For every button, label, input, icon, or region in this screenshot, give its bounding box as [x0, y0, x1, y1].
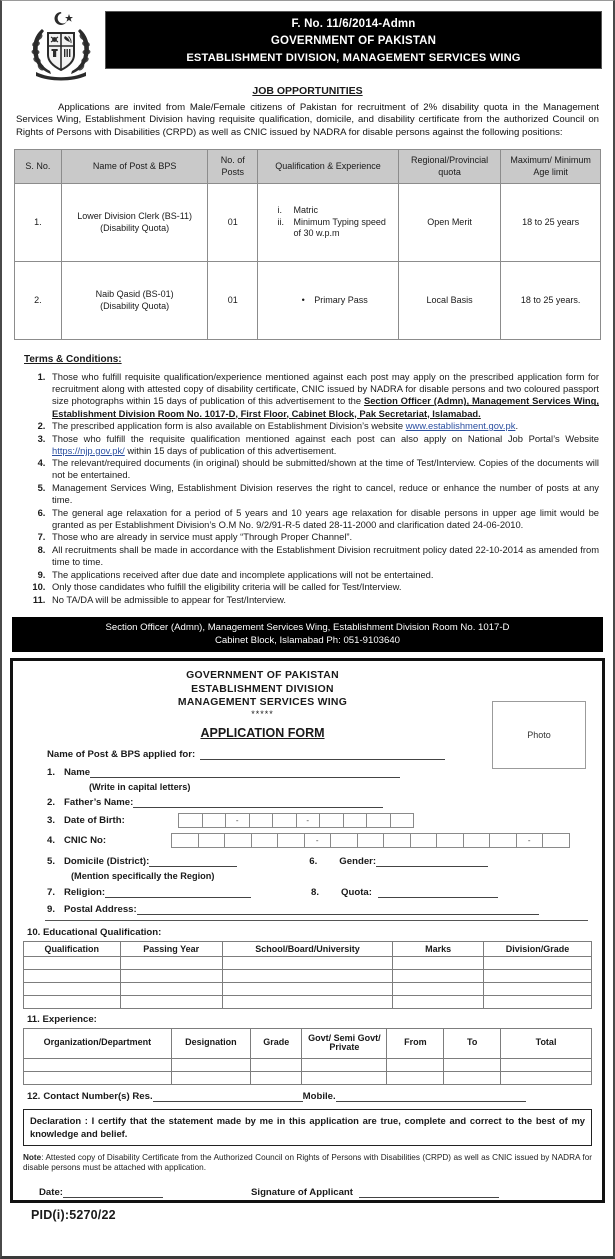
cell-post-name — [61, 184, 208, 262]
col-age-limit: Maximum/ Minimum Age limit — [501, 150, 601, 184]
table-cell[interactable] — [393, 982, 484, 995]
table-cell[interactable] — [24, 956, 121, 969]
dob-digit-cell[interactable] — [272, 813, 297, 828]
contact-label: Contact Number(s) Res. — [43, 1090, 153, 1102]
table-cell[interactable] — [120, 956, 222, 969]
posts-table-body — [15, 184, 601, 340]
terms-text: The relevant/required documents (in original) should be submitted/shown at the time of Test/Interview. Copies of the documents will not be entertained. — [52, 457, 599, 481]
domicile-gender-row — [23, 856, 592, 867]
experience-title: Experience: — [42, 1013, 97, 1025]
photo-placeholder-box — [492, 701, 586, 769]
gender-number: 6. — [309, 855, 318, 867]
cnic-boxes[interactable] — [171, 833, 569, 848]
qualification-item — [277, 217, 388, 240]
cnic-label: CNIC No: — [64, 834, 107, 846]
postal-address-input-line2[interactable] — [45, 920, 588, 921]
terms-item — [48, 420, 599, 432]
table-cell[interactable] — [222, 969, 392, 982]
cell-sno: 2. — [15, 262, 62, 340]
mobile-number-input[interactable] — [336, 1091, 526, 1102]
note-prefix: Note — [23, 1152, 42, 1162]
table-cell[interactable] — [222, 956, 392, 969]
terms-item — [48, 544, 599, 568]
terms-heading: Terms & Conditions: — [24, 354, 122, 366]
dob-digit-cell[interactable] — [202, 813, 227, 828]
division-name: ESTABLISHMENT DIVISION, MANAGEMENT SERVICES WING — [186, 52, 521, 64]
cnic-digit-cell[interactable] — [277, 833, 305, 848]
table-cell[interactable] — [24, 1071, 172, 1084]
dob-label: Date of Birth: — [64, 814, 125, 826]
dob-digit-cell[interactable]: - — [225, 813, 250, 828]
terms-item — [48, 433, 599, 457]
posts-table-header-row — [15, 150, 601, 184]
cnic-digit-cell[interactable] — [383, 833, 411, 848]
column-header: Grade — [251, 1028, 302, 1058]
gender-label: Gender: — [339, 855, 377, 867]
table-cell[interactable] — [444, 1071, 501, 1084]
post-subtitle: (Disability Quota) — [100, 300, 170, 311]
cnic-digit-cell[interactable] — [410, 833, 438, 848]
contact-row — [23, 1091, 592, 1102]
column-header: Designation — [171, 1028, 251, 1058]
cnic-digit-cell[interactable] — [330, 833, 358, 848]
table-cell[interactable] — [393, 956, 484, 969]
table-cell[interactable] — [120, 982, 222, 995]
signature-input[interactable] — [359, 1187, 499, 1198]
dob-digit-cell[interactable] — [366, 813, 391, 828]
dob-digit-cell[interactable] — [390, 813, 415, 828]
qualification-item — [277, 205, 388, 217]
date-input[interactable] — [63, 1187, 163, 1198]
table-cell[interactable] — [251, 1058, 302, 1071]
post-title: Lower Division Clerk (BS-11) — [77, 211, 193, 222]
column-header: Qualification — [24, 941, 121, 956]
column-header: Govt/ Semi Govt/ Private — [302, 1028, 387, 1058]
column-header: To — [444, 1028, 501, 1058]
application-form — [10, 658, 605, 1223]
cnic-digit-cell[interactable] — [357, 833, 385, 848]
cnic-digit-cell[interactable]: - — [304, 833, 332, 848]
table-cell[interactable] — [24, 1058, 172, 1071]
col-sno: S. No. — [15, 150, 62, 184]
form-wing-line: MANAGEMENT SERVICES WING — [177, 697, 348, 708]
declaration-box: Declaration : I certify that the statement made by me in this application are true, complete and correct to the best of my knowledge and belief. — [23, 1109, 592, 1146]
contact-number: 12. — [27, 1090, 41, 1102]
column-header: Marks — [393, 941, 484, 956]
gender-input[interactable] — [376, 856, 488, 867]
col-quota: Regional/Provincial quota — [398, 150, 501, 184]
post-applied-input[interactable] — [200, 749, 445, 760]
quota-number: 8. — [311, 886, 320, 898]
domicile-hint: (Mention specifically the Region) — [71, 870, 215, 881]
job-opportunities-title: JOB OPPORTUNITIES — [252, 85, 363, 97]
table-cell[interactable] — [387, 1071, 444, 1084]
terms-item — [48, 482, 599, 506]
experience-row[interactable] — [24, 1058, 592, 1071]
terms-text: Those who fulfill requisite qualification/experience mentioned against each post may apply on the prescribed application form for recruitment along with attested copy of disability certificate, CNIC issued by NADRA for disable persons and two coloured passport size photographs within 15 days of publication of this advertisement to the — [52, 371, 599, 407]
column-header: Division/Grade — [484, 941, 592, 956]
education-table-header-row — [24, 941, 592, 956]
terms-item — [48, 507, 599, 531]
terms-item — [48, 569, 599, 581]
dob-number: 3. — [47, 814, 56, 826]
cnic-digit-cell[interactable] — [251, 833, 279, 848]
name-number: 1. — [47, 766, 56, 778]
star-separator: ***** — [251, 708, 274, 719]
cell-post-name — [61, 262, 208, 340]
table-row — [15, 184, 601, 262]
terms-text: The prescribed application form is also available on Establishment Division’s website — [52, 420, 406, 432]
education-table — [23, 941, 592, 1009]
file-number: F. No. 11/6/2014-Admn — [291, 18, 416, 30]
qualification-marker: ii. — [277, 216, 284, 227]
terms-text: Those who fulfill the requisite qualification mentioned against each post can also apply on National Job Portal’s Website — [52, 432, 599, 444]
bullet-icon: • — [301, 294, 305, 305]
cell-sno: 1. — [15, 184, 62, 262]
table-cell[interactable] — [393, 995, 484, 1008]
column-header: Passing Year — [120, 941, 222, 956]
cnic-digit-cell[interactable]: - — [516, 833, 544, 848]
dob-boxes[interactable] — [178, 813, 413, 828]
table-cell[interactable] — [222, 995, 392, 1008]
religion-input[interactable] — [105, 887, 251, 898]
table-cell[interactable] — [251, 1071, 302, 1084]
col-post-name: Name of Post & BPS — [61, 150, 208, 184]
terms-item — [48, 457, 599, 481]
table-cell[interactable] — [484, 982, 592, 995]
table-cell[interactable] — [501, 1058, 592, 1071]
col-no-of-posts: No. of Posts — [208, 150, 258, 184]
table-cell[interactable] — [387, 1058, 444, 1071]
cell-qualification — [258, 262, 399, 340]
cell-qualification — [258, 184, 399, 262]
table-cell[interactable] — [302, 1071, 387, 1084]
table-cell[interactable] — [24, 995, 121, 1008]
cell-quota: Open Merit — [398, 184, 501, 262]
qualification-text: Matric — [293, 205, 318, 216]
pakistan-state-emblem-icon — [20, 9, 102, 85]
table-cell[interactable] — [484, 956, 592, 969]
cnic-digit-cell[interactable] — [463, 833, 491, 848]
table-cell[interactable] — [222, 982, 392, 995]
experience-table — [23, 1028, 592, 1085]
experience-table-body[interactable] — [24, 1058, 592, 1084]
table-row — [15, 262, 601, 340]
terms-item — [48, 594, 599, 606]
education-title: Educational Qualification: — [43, 926, 162, 938]
note-text: : Attested copy of Disability Certificate from the Authorized Council on Rights of Persons with Disabilities (CRPD) as well as CNIC issued by NADRA for disable persons must be attached with application. — [23, 1152, 592, 1172]
table-cell[interactable] — [120, 969, 222, 982]
cnic-digit-cell[interactable] — [436, 833, 464, 848]
terms-text: The applications received after due date and incomplete applications will not be entertained. — [52, 568, 434, 580]
column-header: Organization/Department — [24, 1028, 172, 1058]
terms-text: Management Services Wing, Establishment Division reserves the right to cancel, reduce or enhance the number of posts at any time. — [52, 482, 599, 506]
table-cell[interactable] — [484, 995, 592, 1008]
experience-number: 11. — [27, 1013, 40, 1025]
domicile-input[interactable] — [149, 856, 237, 867]
education-heading — [23, 927, 592, 938]
signature-row — [23, 1187, 592, 1198]
experience-row[interactable] — [24, 1071, 592, 1084]
terms-link[interactable]: www.establishment.gov.pk — [405, 420, 516, 432]
pid-number: PID(i):5270/22 — [31, 1208, 116, 1223]
father-number: 2. — [47, 796, 56, 808]
terms-link[interactable]: https://njp.gov.pk/ — [52, 444, 125, 456]
terms-list — [2, 371, 613, 606]
government-name: GOVERNMENT OF PAKISTAN — [270, 35, 437, 47]
table-cell[interactable] — [171, 1058, 251, 1071]
table-cell[interactable] — [24, 982, 121, 995]
name-label: Name — [64, 766, 91, 778]
address-line-1: Section Officer (Admn), Management Services Wing, Establishment Division Room No. 1017-D — [105, 622, 510, 633]
education-table-body[interactable] — [24, 956, 592, 1008]
attachment-note — [23, 1153, 592, 1174]
dob-digit-cell[interactable] — [249, 813, 274, 828]
post-applied-label: Name of Post & BPS applied for: — [47, 748, 196, 760]
religion-number: 7. — [47, 886, 56, 898]
terms-text: . — [515, 420, 519, 432]
terms-text: within 15 days of publication of this advertisement. — [124, 444, 337, 456]
terms-text: The general age relaxation for a period of 5 years and 10 years age relaxation for disable persons in upper age limit would be granted as per Establishment Division’s O.M No. 9/2/91-R-5 dated 28-11-2000 and clarification dated 24-06-2010. — [52, 506, 599, 530]
cnic-digit-cell[interactable] — [489, 833, 517, 848]
religion-label: Religion: — [64, 886, 106, 898]
date-label: Date: — [39, 1187, 63, 1199]
postal-number: 9. — [47, 903, 56, 915]
terms-item — [48, 371, 599, 419]
quota-label: Quota: — [341, 886, 372, 898]
cnic-digit-cell[interactable] — [224, 833, 252, 848]
dob-digit-cell[interactable] — [343, 813, 368, 828]
contact-address-bar — [12, 617, 603, 652]
posts-table — [14, 149, 601, 340]
education-row[interactable] — [24, 969, 592, 982]
terms-item — [48, 531, 599, 543]
terms-text: All recruitments shall be made in accordance with the Establishment Division recruitment policy dated 22-10-2014 as amended from time to time. — [52, 544, 599, 568]
table-cell[interactable] — [393, 969, 484, 982]
name-input[interactable] — [90, 767, 400, 778]
cell-age: 18 to 25 years — [501, 184, 601, 262]
dob-digit-cell[interactable] — [319, 813, 344, 828]
father-name-label: Father’s Name: — [64, 796, 134, 808]
address-line-2: Cabinet Block, Islamabad Ph: 051-9103640 — [214, 635, 401, 646]
advertisement-section — [2, 1, 613, 652]
table-cell[interactable] — [444, 1058, 501, 1071]
terms-text: Only those candidates who fulfill the eligibility criteria will be called for Test/Interview. — [52, 581, 402, 593]
cell-no-of-posts: 01 — [208, 262, 258, 340]
table-cell[interactable] — [24, 969, 121, 982]
mobile-label: Mobile. — [302, 1090, 336, 1102]
column-header: Total — [501, 1028, 592, 1058]
signature-label: Signature of Applicant — [251, 1187, 353, 1199]
qualification-text: Minimum Typing speed of 30 w.p.m — [293, 216, 386, 239]
table-cell[interactable] — [302, 1058, 387, 1071]
dob-digit-cell[interactable] — [178, 813, 203, 828]
cnic-number: 4. — [47, 834, 56, 846]
table-cell[interactable] — [120, 995, 222, 1008]
cnic-digit-cell[interactable] — [198, 833, 226, 848]
post-subtitle: (Disability Quota) — [100, 222, 170, 233]
father-name-row — [23, 797, 592, 808]
column-header: From — [387, 1028, 444, 1058]
header-banner — [105, 11, 602, 69]
postal-address-label: Postal Address: — [64, 903, 137, 915]
quota-input[interactable] — [378, 887, 498, 898]
table-cell[interactable] — [484, 969, 592, 982]
education-number: 10. — [27, 926, 41, 938]
cell-quota: Local Basis — [398, 262, 501, 340]
experience-heading — [23, 1014, 592, 1025]
form-division-line: ESTABLISHMENT DIVISION — [191, 683, 334, 695]
domicile-label: Domicile (District): — [64, 855, 150, 867]
qualification-text: Primary Pass — [314, 294, 368, 305]
domicile-number: 5. — [47, 855, 56, 867]
postal-address-input-line1[interactable] — [137, 904, 539, 915]
education-row[interactable] — [24, 956, 592, 969]
cnic-row — [23, 833, 592, 848]
education-row[interactable] — [24, 995, 592, 1008]
posts-table-wrapper — [2, 139, 613, 340]
table-cell[interactable] — [501, 1071, 592, 1084]
qualification-marker: i. — [277, 205, 282, 216]
dob-row — [23, 813, 592, 828]
terms-text: No TA/DA will be admissible to appear for Test/Interview. — [52, 593, 286, 605]
table-cell[interactable] — [171, 1071, 251, 1084]
name-hint: (Write in capital letters) — [89, 781, 191, 792]
cnic-digit-cell[interactable] — [542, 833, 570, 848]
religion-quota-row — [23, 887, 592, 898]
terms-emphasis: Section Officer (Admn), Management Services Wing, Establishment Division Room No. 1017-D, First Floor, Cabinet Block, Pak Secretariat, Islamabad. — [52, 395, 599, 419]
education-row[interactable] — [24, 982, 592, 995]
column-header: School/Board/University — [222, 941, 392, 956]
form-title: APPLICATION FORM — [200, 725, 325, 740]
postal-address-row — [23, 904, 592, 915]
col-qualification: Qualification & Experience — [258, 150, 399, 184]
terms-item — [48, 581, 599, 593]
post-title: Naib Qasid (BS-01) — [95, 289, 174, 300]
form-gov-line: GOVERNMENT OF PAKISTAN — [186, 670, 339, 681]
cell-no-of-posts: 01 — [208, 184, 258, 262]
father-name-input[interactable] — [133, 797, 383, 808]
qualification-item — [298, 295, 368, 307]
photo-label: Photo — [527, 730, 551, 740]
dob-digit-cell[interactable]: - — [296, 813, 321, 828]
cnic-digit-cell[interactable] — [171, 833, 199, 848]
cell-age: 18 to 25 years. — [501, 262, 601, 340]
experience-table-header-row — [24, 1028, 592, 1058]
masthead — [2, 1, 613, 89]
terms-text: Those who are already in service must apply “Through Proper Channel”. — [52, 531, 353, 543]
intro-paragraph: Applications are invited from Male/Female citizens of Pakistan for recruitment of 2% disability quota in the Management Services Wing, Establishment Division having requisite qualification, domicile, and disability certificate from the authorized Council on Rights of Persons with Disabilities (CRPD) as well as CNIC issued by NADRA for disable persons against the following positions: — [16, 102, 599, 138]
residence-number-input[interactable] — [153, 1091, 303, 1102]
